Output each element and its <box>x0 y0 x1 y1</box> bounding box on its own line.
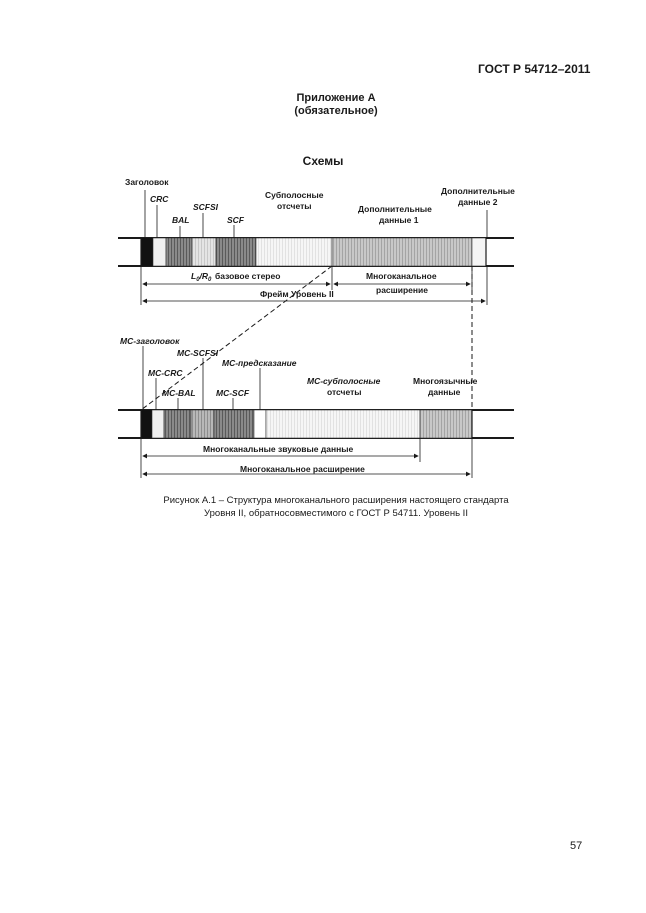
mc-extension-label: Многоканальное расширение <box>240 464 365 474</box>
caption-line-1: Рисунок А.1 – Структура многоканального расширения настоящего стандарта <box>163 495 509 506</box>
mc-subband-label-line1: MC-субполосные <box>307 376 381 386</box>
mc-crc-block <box>152 410 164 438</box>
mc-scfsi-label: MC-SCFSI <box>177 348 219 358</box>
scf-block <box>216 238 256 266</box>
frame-label: Фрейм Уровень II <box>260 289 334 299</box>
appendix-subtitle: (обязательное) <box>294 105 378 117</box>
mc-bal-label: MC-BAL <box>162 388 196 398</box>
mc-audio-label: Многоканальные звуковые данные <box>203 444 354 454</box>
mc-scf-block <box>214 410 254 438</box>
ancillary2-label-line2: данные 2 <box>458 197 498 207</box>
multilingual-label-line2: данные <box>428 387 461 397</box>
appendix-title: Приложение А <box>296 92 376 104</box>
ancillary2-block <box>472 238 486 266</box>
scfsi-block <box>192 238 216 266</box>
bal-block <box>166 238 192 266</box>
subband-label-line2: отсчеты <box>277 201 312 211</box>
crc-label: CRC <box>150 194 169 204</box>
crc-block <box>153 238 166 266</box>
header-block <box>141 238 153 266</box>
header-label: Заголовок <box>125 177 169 187</box>
bottom-frame <box>118 336 514 478</box>
scfsi-label: SCFSI <box>193 202 219 212</box>
multilingual-block <box>420 410 472 438</box>
mc-prediction-block <box>254 410 266 438</box>
mc-scfsi-block <box>191 410 214 438</box>
caption-line-2: Уровня II, обратносовместимого с ГОСТ Р 54711. Уровень II <box>204 508 468 519</box>
mc-subband-block <box>266 410 420 438</box>
scf-label: SCF <box>227 215 244 225</box>
ancillary1-label-line1: Дополнительные <box>358 204 432 214</box>
subband-label-line1: Субполосные <box>265 190 324 200</box>
mc-ext-label-line1: Многоканальное <box>366 271 437 281</box>
section-title: Схемы <box>302 154 344 168</box>
mc-ext-label-line2: расширение <box>376 285 428 295</box>
mc-scf-label: MC-SCF <box>216 388 250 398</box>
figure-caption <box>0 494 646 520</box>
ancillary2-label-line1: Дополнительные <box>441 186 515 196</box>
standard-number: ГОСТ Р 54712–2011 <box>478 62 591 76</box>
mc-bal-block <box>164 410 191 438</box>
page-number: 57 <box>570 840 583 852</box>
base-stereo-prefix: $L_0/R_0$ <box>191 271 212 283</box>
subband-block <box>256 238 332 266</box>
base-stereo-label: базовое стерео <box>215 271 281 281</box>
ancillary1-block <box>332 238 472 266</box>
multilingual-label-line1: Многоязычные <box>413 376 478 386</box>
mc-prediction-label: MC-предсказание <box>222 358 297 368</box>
ancillary1-label-line2: данные 1 <box>379 215 419 225</box>
mc-subband-label-line2: отсчеты <box>327 387 362 397</box>
top-frame <box>118 177 515 305</box>
mc-crc-label: MC-CRC <box>148 368 183 378</box>
bal-label: BAL <box>172 215 190 225</box>
mc-header-block <box>141 410 152 438</box>
mc-header-label: MC-заголовок <box>120 336 180 346</box>
